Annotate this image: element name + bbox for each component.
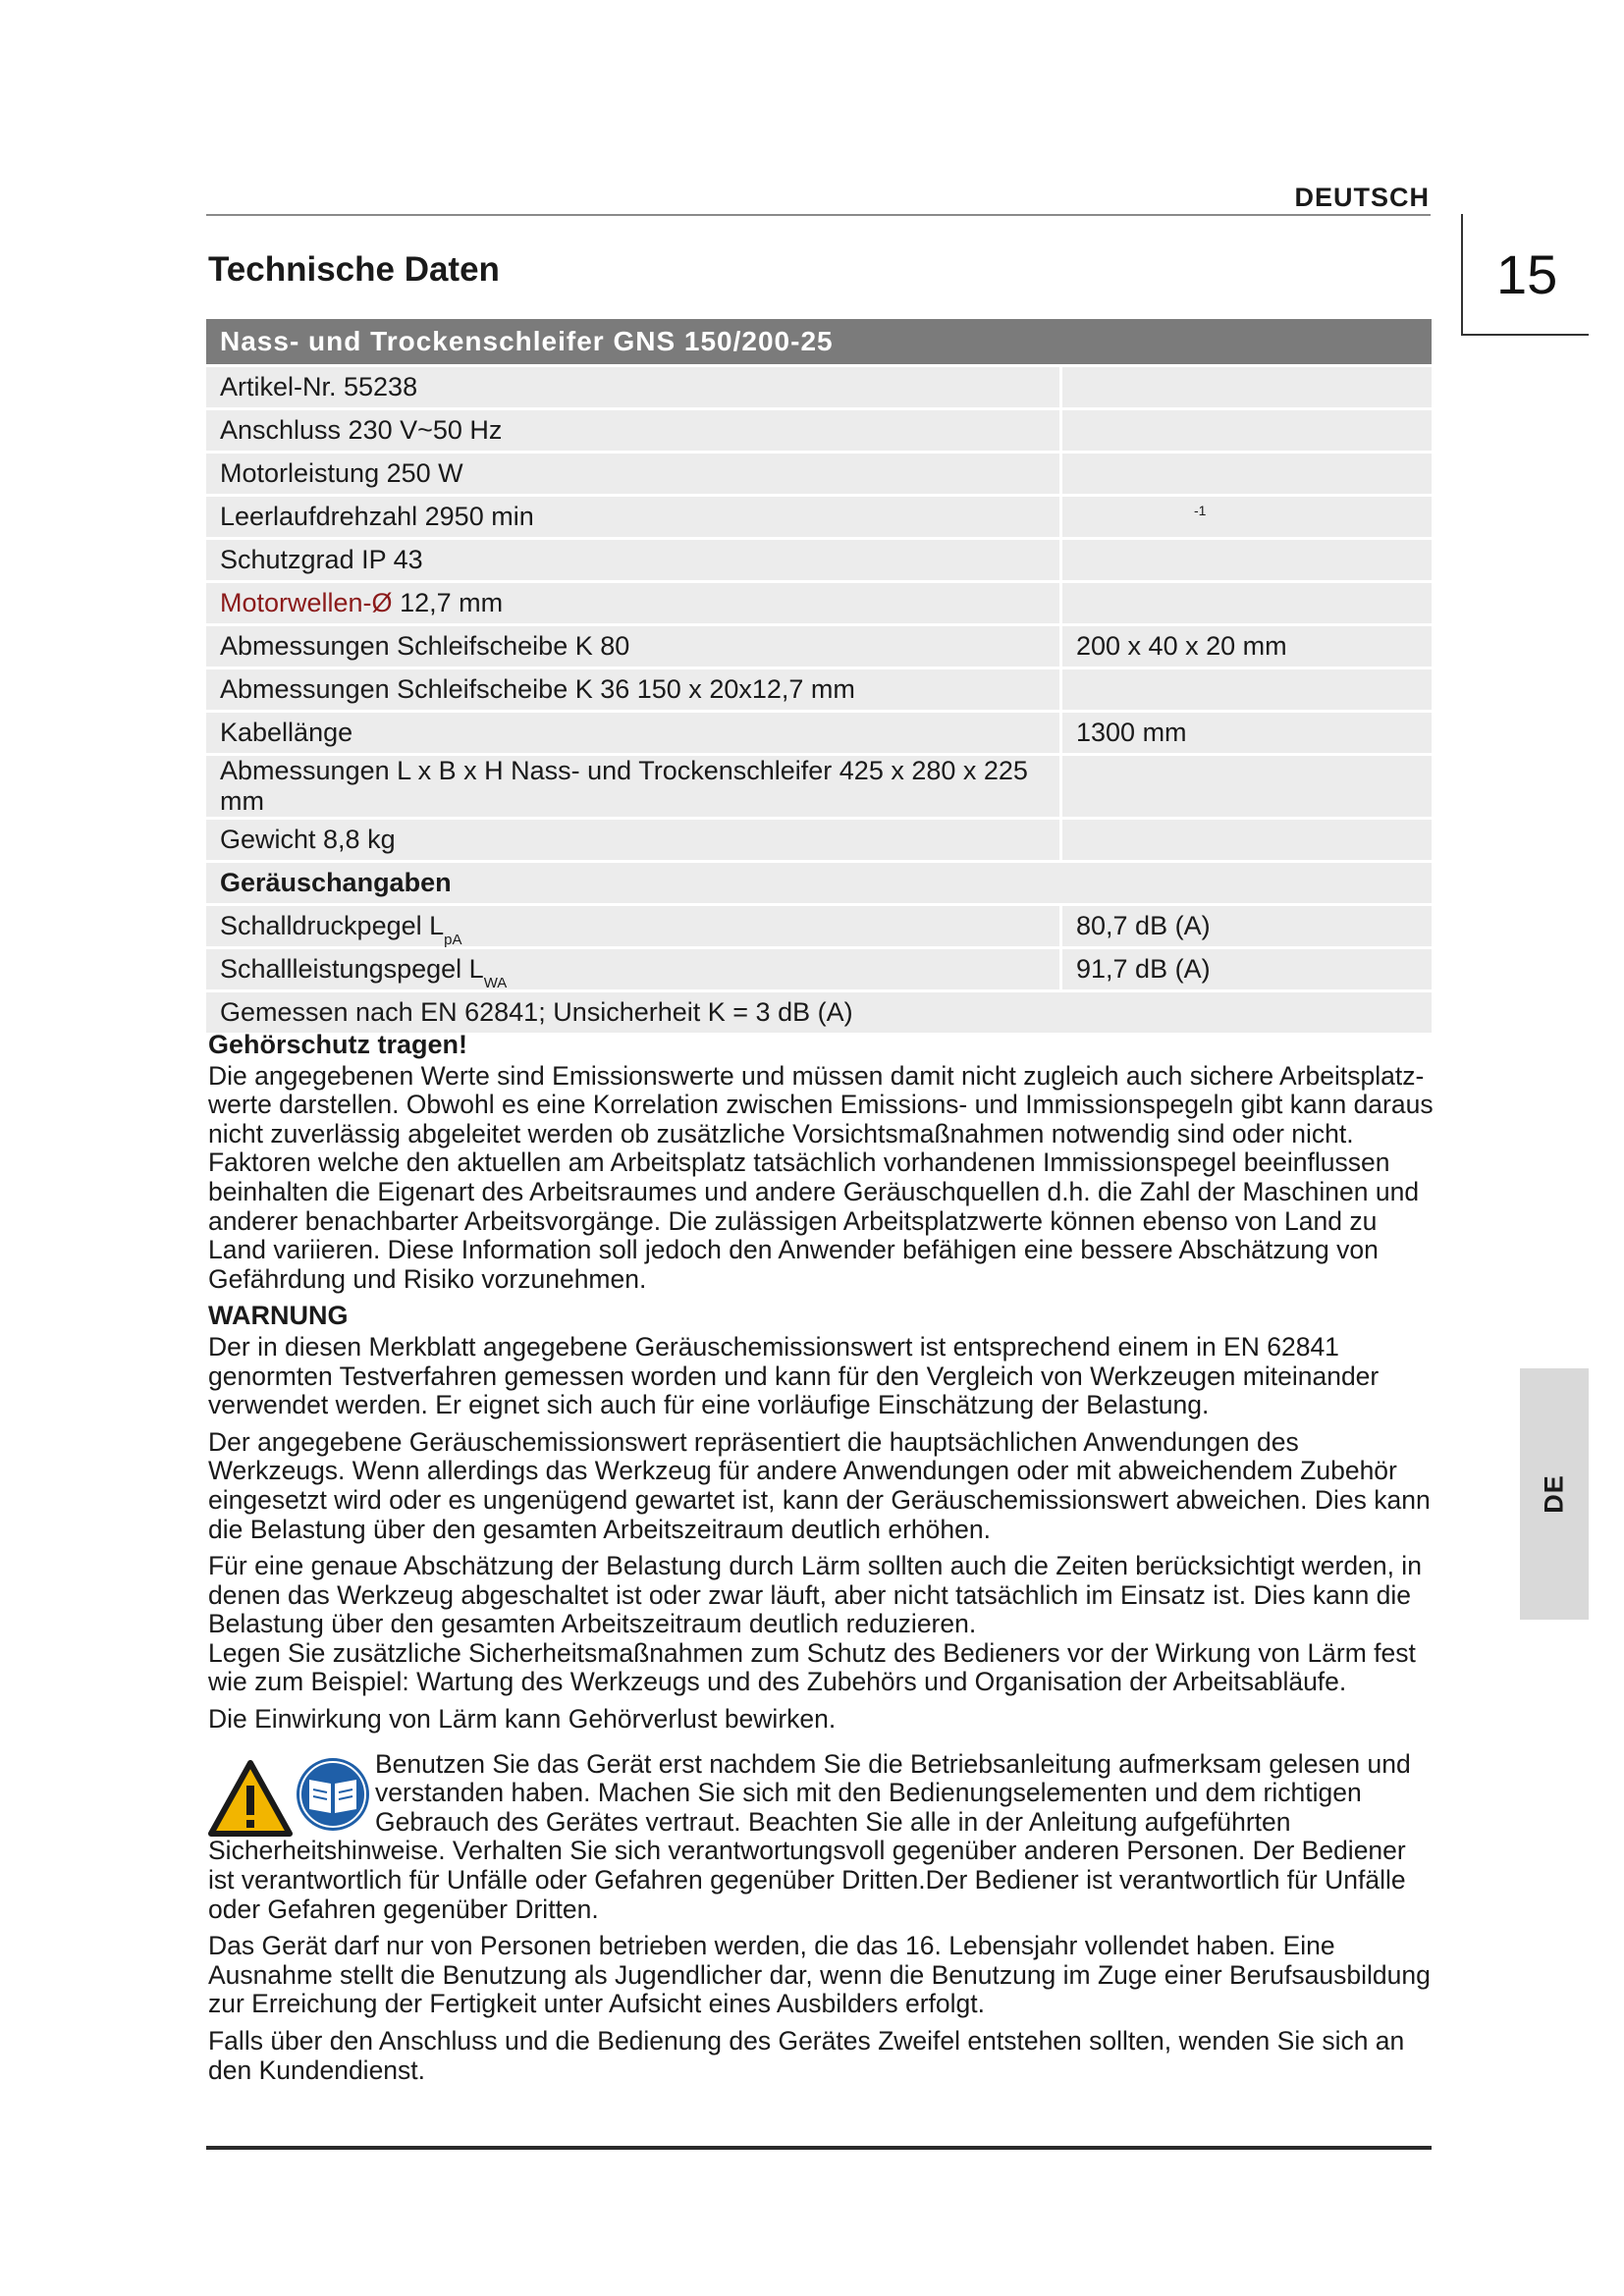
bottom-rule (206, 2146, 1432, 2150)
hearing-paragraph: Die angegebenen Werte sind Emissionswerte und müssen damit nicht zugleich auch sichere Arbeitsplatz-werte darstellen. Obwohl es eine Korrelation zwischen Emissions- und Immissionspegeln gibt kann daraus nicht zuverlässig abgeleitet werden ob zusätzliche Vorsichtsmaßnahmen notwendig sind oder nicht. Faktoren welche den aktuellen am Arbeitsplatz tatsächlich vorhandenen Immissionspegel beeinflussen beinhalten die Eigenart des Arbeitsraumes und andere Geräuschquellen d.h. die Zahl der Maschinen und anderer benachbarter Arbeitsvorgänge. Die zulässigen Arbeitsplatzwerte können ebenso von Land zu Land variieren. Diese Information soll jedoch den Anwender befähigen eine bessere Abschätzung von Gefährdung und Risiko vorzunehmen. (208, 1060, 1434, 1294)
row-value (1059, 410, 1432, 451)
row-label: Leerlaufdrehzahl 2950 min (206, 497, 1059, 537)
noise-subscript: pA (444, 932, 462, 948)
language-header: DEUTSCH (1294, 183, 1430, 212)
warning-paragraph: Für eine genaue Abschätzung der Belastung durch Lärm sollten auch die Zeiten berücksichtigt werden, in denen das Werkzeug abgeschaltet ist oder zwar läuft, aber nicht tatsächlich im Einsatz ist. Dies kann die Belastung über den gesamten Arbeitszeitraum deutlich reduzieren. (208, 1551, 1422, 1639)
table-row (206, 713, 1432, 753)
page-number-box (1461, 214, 1589, 336)
top-rule (206, 214, 1431, 216)
body-text (208, 1031, 1434, 2093)
table-row (206, 497, 1432, 537)
row-label (206, 949, 1059, 989)
table-row (206, 820, 1432, 860)
row-value: 1300 mm (1059, 713, 1432, 753)
table-row (206, 367, 1432, 407)
table-row (206, 583, 1432, 623)
rpm-exponent: -1 (1194, 503, 1207, 518)
noise-heading: Geräuschangaben (206, 863, 1432, 903)
row-label (206, 583, 1059, 623)
row-value (1059, 756, 1432, 817)
row-label: Artikel-Nr. 55238 (206, 367, 1059, 407)
row-label (206, 906, 1059, 946)
row-value (1059, 367, 1432, 407)
shaft-value: 12,7 mm (392, 588, 504, 617)
warning-heading: WARNUNG (208, 1301, 349, 1331)
age-paragraph: Das Gerät darf nur von Personen betrieben werden, die das 16. Lebensjahr vollendet haben. Eine Ausnahme stellt die Benutzung als Jugendlicher dar, wenn die Benutzung im Zuge einer Berufsausbildung zur Erreichung der Fertigkeit unter Aufsicht eines Ausbilders erfolgt. (208, 1931, 1431, 2019)
warning-paragraph: Legen Sie zusätzliche Sicherheitsmaßnahmen zum Schutz des Bedieners vor der Wirkung von Lärm fest wie zum Beispiel: Wartung des Werkzeugs und des Zubehörs und Organisation der Arbeitsabläufe. (208, 1637, 1416, 1697)
page-number: 15 (1496, 243, 1558, 305)
notice-icons (208, 1756, 375, 1837)
page-title: Technische Daten (208, 250, 500, 289)
row-label: Motorleistung 250 W (206, 454, 1059, 494)
shaft-label: Motorwellen-Ø (220, 588, 393, 617)
manual-notice (208, 1750, 1434, 1925)
row-value (1059, 497, 1432, 537)
table-row (206, 756, 1432, 817)
row-value (1059, 820, 1432, 860)
noise-label: Schalldruckpegel L (220, 911, 445, 940)
table-heading: Nass- und Trockenschleifer GNS 150/200-25 (206, 319, 1432, 364)
side-tab-label: DE (1539, 1474, 1569, 1514)
table-row (206, 669, 1432, 710)
row-value: 91,7 dB (A) (1059, 949, 1432, 989)
table-row (206, 454, 1432, 494)
read-manual-icon (295, 1756, 371, 1833)
table-row (206, 949, 1432, 989)
warning-triangle-icon (208, 1760, 293, 1837)
hearing-heading: Gehörschutz tragen! (208, 1030, 468, 1059)
row-value (1059, 669, 1432, 710)
row-label: Anschluss 230 V~50 Hz (206, 410, 1059, 451)
row-label: Abmessungen Schleifscheibe K 80 (206, 626, 1059, 667)
row-label: Kabellänge (206, 713, 1059, 753)
manual-paragraph: Benutzen Sie das Gerät erst nachdem Sie die Betriebsanleitung aufmerksam gelesen und verstanden haben. Machen Sie sich mit den Bedienungselementen und dem richtigen Gebrauch des Gerätes vertraut. Beachten Sie alle in der Anleitung aufgeführten Sicherheitshinweise. Verhalten Sie sich verantwortungsvoll gegenüber anderen Personen. Der Bediener ist verantwortlich für Unfälle oder Gefahren gegenüber Dritten.Der Bediener ist verantwortlich für Unfälle oder Gefahren gegenüber Dritten. (208, 1748, 1411, 1924)
table-row (206, 906, 1432, 946)
table-row (206, 992, 1432, 1033)
row-value (1059, 540, 1432, 580)
warning-paragraph: Der in diesen Merkblatt angegebene Geräuschemissionswert ist entsprechend einem in EN 62841 genormten Testverfahren gemessen worden und kann für den Vergleich von Werkzeugen miteinander verwendet werden. Er eignet sich auch für eine vorläufige Einschätzung der Belastung. (208, 1331, 1380, 1420)
row-value (1059, 454, 1432, 494)
row-label: Gewicht 8,8 kg (206, 820, 1059, 860)
measured-note: Gemessen nach EN 62841; Unsicherheit K = 3 dB (A) (206, 992, 1432, 1033)
spec-table (206, 316, 1432, 1036)
warning-paragraph: Die Einwirkung von Lärm kann Gehörverlust bewirken. (208, 1704, 837, 1735)
row-value (1059, 583, 1432, 623)
service-paragraph: Falls über den Anschluss und die Bedienung des Gerätes Zweifel entstehen sollten, wenden Sie sich an den Kundendienst. (208, 2026, 1405, 2085)
noise-subscript: WA (483, 975, 508, 991)
row-value: 80,7 dB (A) (1059, 906, 1432, 946)
table-row (206, 410, 1432, 451)
noise-label: Schallleistungspegel L (220, 954, 484, 984)
noise-heading-row (206, 863, 1432, 903)
language-side-tab (1520, 1368, 1589, 1620)
row-label: Schutzgrad IP 43 (206, 540, 1059, 580)
row-label: Abmessungen L x B x H Nass- und Trockenschleifer 425 x 280 x 225 mm (206, 756, 1059, 817)
table-row (206, 626, 1432, 667)
warning-paragraph: Der angegebene Geräuschemissionswert repräsentiert die hauptsächlichen Anwendungen des Werkzeugs. Wenn allerdings das Werkzeug für andere Anwendungen oder mit abweichendem Zubehör eingesetzt wird oder es ungenügend gewartet ist, kann der Geräuschemissionswert abweichen. Dies kann die Belastung über den gesamten Arbeitszeitraum deutlich erhöhen. (208, 1426, 1431, 1544)
table-row (206, 540, 1432, 580)
row-value: 200 x 40 x 20 mm (1059, 626, 1432, 667)
table-heading-row (206, 319, 1432, 364)
row-label: Abmessungen Schleifscheibe K 36 150 x 20x12,7 mm (206, 669, 1059, 710)
